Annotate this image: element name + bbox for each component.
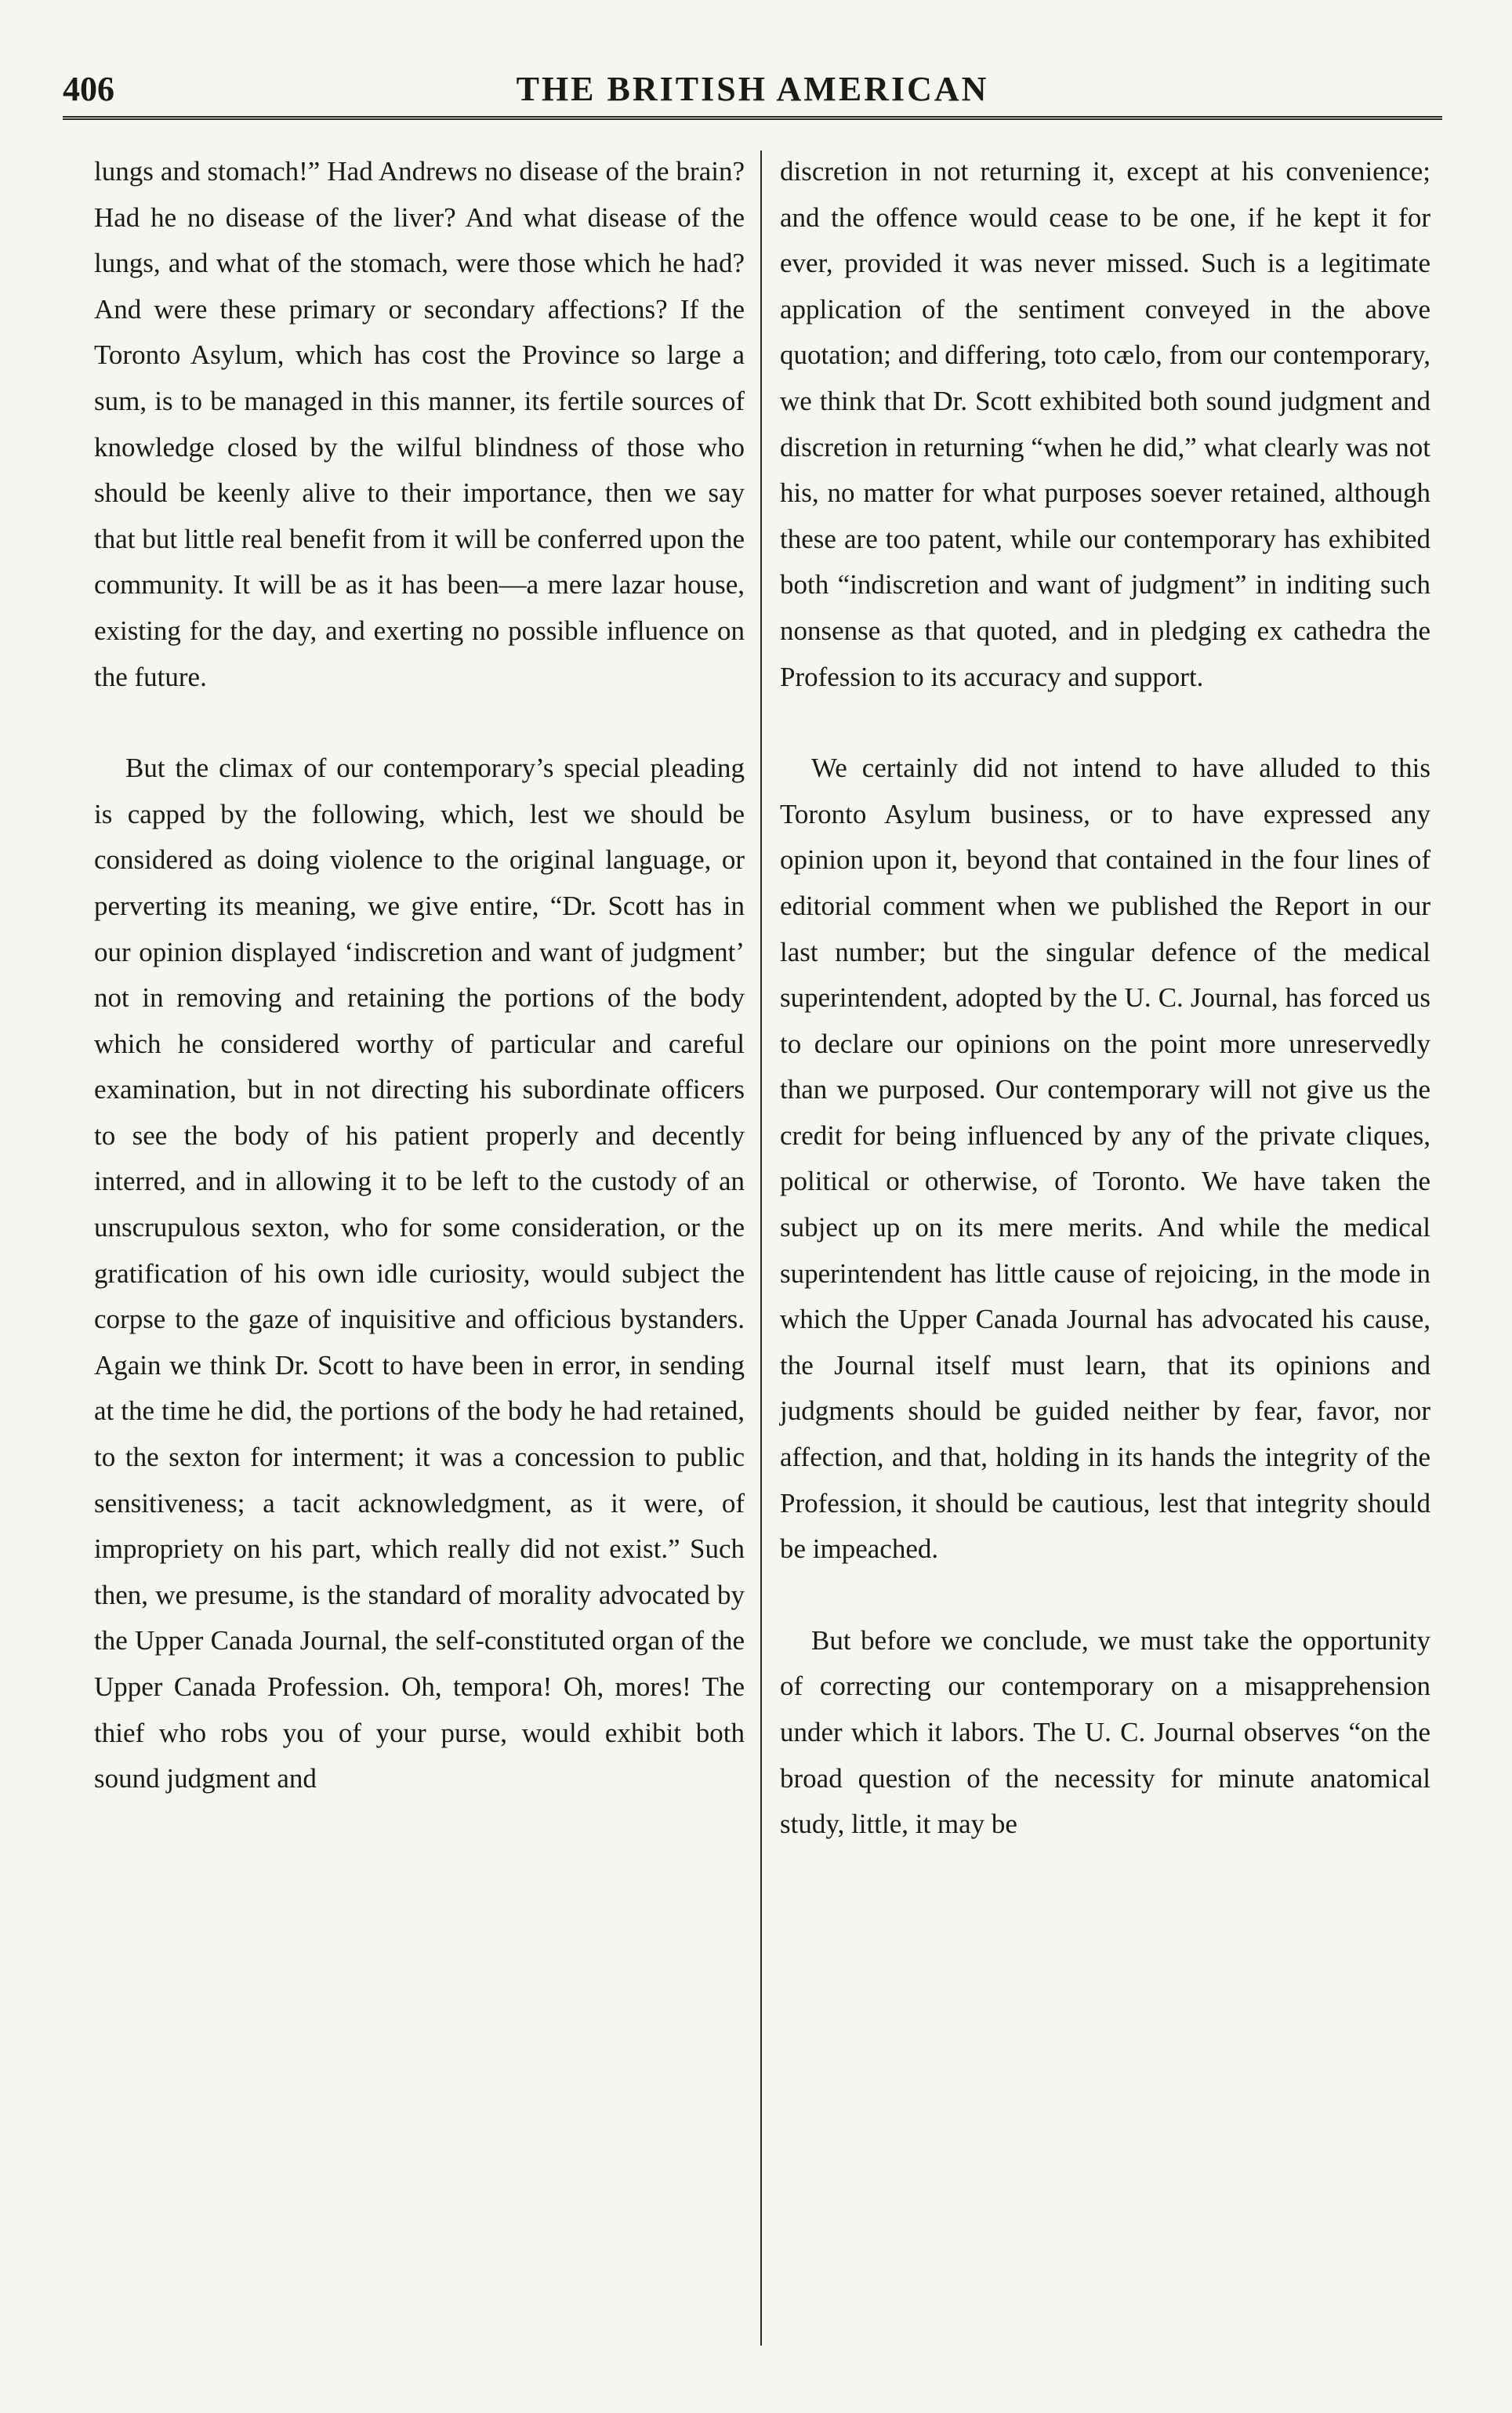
header-rule <box>63 116 1442 120</box>
left-column <box>94 149 745 1802</box>
paragraph-gap <box>94 700 745 746</box>
left-paragraph-1: lungs and stomach!” Had Andrews no disease of the brain? Had he no disease of the liver? And what disease of the lungs, and what of the stomach, were those which he had? And were these primary or secondary affections? If the Toronto Asylum, which has cost the Province so large a sum, is to be managed in this manner, its fertile sources of knowledge closed by the wilful blindness of those who should be keenly alive to their importance, then we say that but little real benefit from it will be conferred upon the community. It will be as it has been—a mere lazar house, existing for the day, and exerting no possible influence on the future. <box>94 156 745 692</box>
paragraph-gap <box>780 700 1430 746</box>
page-number: 406 <box>63 70 114 108</box>
right-paragraph-2: We certainly did not intend to have alluded to this Toronto Asylum business, or to have expressed any opinion upon it, beyond that contained in the four lines of editorial comment when we published the Report in our last number; but the singular defence of the medical superintendent, adopted by the U. C. Journal, has forced us to declare our opinions on the point more unreservedly than we purposed. Our contemporary will not give us the credit for being influenced by any of the private cliques, political or otherwise, of Toronto. We have taken the subject up on its mere merits. And while the medical superintendent has little cause of rejoicing, in the mode in which the Upper Canada Journal has advocated his cause, the Journal itself must learn, that its opinions and judgments should be guided neither by fear, favor, nor affection, and that, holding in its hands the integrity of the Profession, it should be cautious, lest that integrity should be impeached. <box>780 753 1430 1565</box>
right-paragraph-3: But before we conclude, we must take the opportunity of correcting our contemporary on a misapprehension under which it labors. The U. C. Journal observes “on the broad question of the necessity for minute anatomical study, little, it may be <box>780 1624 1430 1840</box>
column-divider <box>760 151 762 2346</box>
page-header <box>63 61 1442 116</box>
paragraph-gap <box>780 1573 1430 1618</box>
running-title: THE BRITISH AMERICAN <box>516 70 989 108</box>
right-column <box>780 149 1430 1848</box>
left-paragraph-2: But the climax of our contemporary’s special pleading is capped by the following, which, lest we should be considered as doing violence to the original language, or perverting its meaning, we give entire, “Dr. Scott has in our opinion displayed ‘indiscretion and want of judgment’ not in removing and retaining the portions of the body which he considered worthy of particular and careful examination, but in not directing his subordinate officers to see the body of his patient properly and decently interred, and in allowing it to be left to the custody of an unscrupulous sexton, who for some consideration, or the gratification of his own idle curiosity, would subject the corpse to the gaze of inquisitive and officious bystanders. Again we think Dr. Scott to have been in error, in sending at the time he did, the portions of the body he had retained, to the sexton for interment; it was a concession to public sensitiveness; a tacit acknowledgment, as it were, of impropriety on his part, which really did not exist.” Such then, we presume, is the standard of morality advocated by the Upper Canada Journal, the self-constituted organ of the Upper Canada Profession. Oh, tempora! Oh, mores! The thief who robs you of your purse, would exhibit both sound judgment and <box>94 753 745 1794</box>
right-paragraph-1: discretion in not returning it, except at his convenience; and the offence would cease to be one, if he kept it for ever, provided it was never missed. Such is a legitimate application of the sentiment conveyed in the above quotation; and differing, toto cælo, from our contemporary, we think that Dr. Scott exhibited both sound judgment and discretion in returning “when he did,” what clearly was not his, no matter for what purposes soever retained, although these are too patent, while our contemporary has exhibited both “indiscretion and want of judgment” in inditing such nonsense as that quoted, and in pledging ex cathedra the Profession to its accuracy and support. <box>780 156 1430 692</box>
